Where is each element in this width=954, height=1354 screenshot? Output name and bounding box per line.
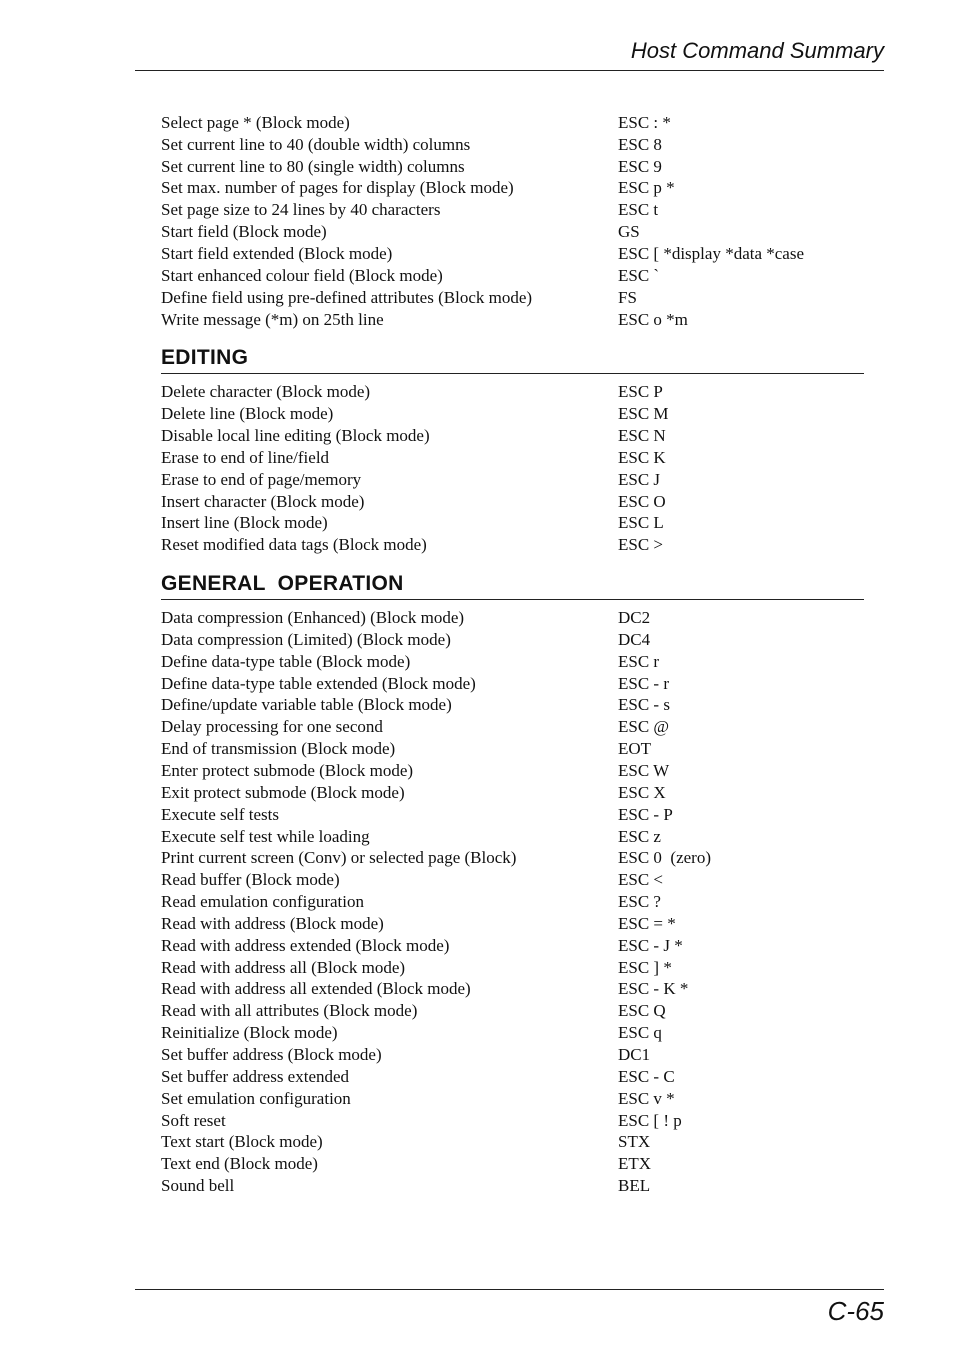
command-code: ETX [618, 1154, 652, 1174]
command-code: ESC - J * [618, 935, 683, 955]
command-description: Start enhanced colour field (Block mode) [161, 265, 443, 285]
command-description: Define field using pre-defined attributes (Block mode) [161, 287, 533, 307]
command-code: ESC L [618, 513, 664, 533]
command-row [161, 782, 864, 804]
command-description: Sound bell [161, 1176, 235, 1196]
command-row [161, 913, 864, 935]
command-code: ESC 8 [618, 134, 662, 154]
command-description: Delay processing for one second [161, 717, 383, 737]
command-description: Enter protect submode (Block mode) [161, 761, 414, 781]
command-row [161, 673, 864, 695]
command-code: ESC W [618, 761, 670, 781]
command-description: Define data-type table (Block mode) [161, 651, 411, 671]
command-row [161, 826, 864, 848]
command-description: Delete character (Block mode) [161, 382, 371, 402]
command-code: ESC J [618, 469, 661, 489]
command-row [161, 469, 864, 491]
command-row [161, 403, 864, 425]
command-row [161, 112, 864, 134]
command-code: ESC ? [618, 892, 661, 912]
command-code: ESC @ [618, 717, 670, 737]
command-description: Soft reset [161, 1110, 226, 1130]
command-row [161, 265, 864, 287]
command-code: GS [618, 222, 640, 242]
command-description: Text start (Block mode) [161, 1132, 323, 1152]
command-row [161, 847, 864, 869]
command-code: ESC o *m [618, 309, 688, 329]
command-description: Read buffer (Block mode) [161, 870, 340, 890]
command-description: Disable local line editing (Block mode) [161, 426, 430, 446]
command-row [161, 425, 864, 447]
command-code: ESC v * [618, 1088, 675, 1108]
command-description: Execute self tests [161, 804, 280, 824]
command-row [161, 695, 864, 717]
command-summary [161, 112, 864, 1197]
command-row [161, 221, 864, 243]
command-description: Write message (*m) on 25th line [161, 309, 384, 329]
command-code: ESC - s [618, 695, 670, 715]
command-code: BEL [618, 1176, 651, 1196]
command-description: Data compression (Enhanced) (Block mode) [161, 608, 465, 628]
command-code: ESC ` [618, 265, 660, 285]
command-description: Read with address all extended (Block mode) [161, 979, 471, 999]
command-row [161, 1044, 864, 1066]
footer-rule [135, 1289, 884, 1290]
command-code: ESC < [618, 870, 664, 890]
command-code: STX [618, 1132, 651, 1152]
command-row [161, 1066, 864, 1088]
sections-container [161, 346, 864, 1197]
command-code: ESC O [618, 491, 666, 511]
command-code: ESC N [618, 426, 666, 446]
command-description: Reset modified data tags (Block mode) [161, 535, 427, 555]
command-description: Set page size to 24 lines by 40 characters [161, 200, 441, 220]
command-description: Set emulation configuration [161, 1088, 351, 1108]
command-description: Read emulation configuration [161, 892, 364, 912]
command-code: ESC t [618, 200, 659, 220]
command-code: ESC M [618, 404, 669, 424]
section-heading: EDITING [161, 346, 864, 374]
command-description: Select page * (Block mode) [161, 112, 350, 132]
command-description: Start field (Block mode) [161, 222, 327, 242]
command-code: ESC > [618, 535, 664, 555]
command-row [161, 979, 864, 1001]
running-header: Host Command Summary [630, 38, 884, 63]
command-description: Set buffer address (Block mode) [161, 1044, 382, 1064]
command-description: Define data-type table extended (Block mode) [161, 673, 476, 693]
command-code: ESC X [618, 782, 666, 802]
section-command-list [161, 607, 864, 1197]
command-code: ESC : * [618, 112, 671, 132]
command-description: End of transmission (Block mode) [161, 739, 396, 759]
command-description: Set max. number of pages for display (Block mode) [161, 178, 514, 198]
command-row [161, 738, 864, 760]
section-command-list [161, 381, 864, 556]
command-row [161, 178, 864, 200]
command-description: Delete line (Block mode) [161, 404, 334, 424]
command-description: Set current line to 40 (double width) columns [161, 134, 471, 154]
command-row [161, 629, 864, 651]
command-code: ESC - K * [618, 979, 689, 999]
command-row [161, 760, 864, 782]
command-description: Start field extended (Block mode) [161, 243, 393, 263]
command-code: ESC P [618, 382, 663, 402]
command-description: Execute self test while loading [161, 826, 370, 846]
command-description: Read with address (Block mode) [161, 913, 384, 933]
command-code: ESC [ *display *data *case [618, 243, 805, 263]
command-description: Reinitialize (Block mode) [161, 1023, 338, 1043]
command-code: ESC p * [618, 178, 675, 198]
command-code: ESC q [618, 1023, 662, 1043]
command-code: ESC - P [618, 804, 673, 824]
command-row [161, 1000, 864, 1022]
command-description: Read with all attributes (Block mode) [161, 1001, 418, 1021]
command-row [161, 447, 864, 469]
command-row [161, 1022, 864, 1044]
command-row [161, 491, 864, 513]
command-description: Data compression (Limited) (Block mode) [161, 629, 451, 649]
page-number: C-65 [827, 1296, 884, 1326]
header-rule [135, 70, 884, 71]
command-code: ESC - r [618, 673, 669, 693]
command-description: Erase to end of page/memory [161, 469, 362, 489]
command-row [161, 1153, 864, 1175]
intro-command-list [161, 112, 864, 330]
command-row [161, 156, 864, 178]
section-heading: GENERAL OPERATION [161, 572, 864, 600]
command-description: Read with address extended (Block mode) [161, 935, 450, 955]
command-row [161, 243, 864, 265]
command-row [161, 804, 864, 826]
command-row [161, 716, 864, 738]
command-code: DC2 [618, 608, 651, 628]
command-description: Set buffer address extended [161, 1066, 350, 1086]
command-row [161, 607, 864, 629]
command-row [161, 287, 864, 309]
command-description: Print current screen (Conv) or selected page (Block) [161, 848, 517, 868]
command-description: Exit protect submode (Block mode) [161, 782, 405, 802]
command-description: Text end (Block mode) [161, 1154, 318, 1174]
command-row [161, 869, 864, 891]
command-row [161, 534, 864, 556]
command-row [161, 1088, 864, 1110]
command-code: ESC r [618, 651, 660, 671]
command-code: ESC - C [618, 1066, 675, 1086]
command-code: ESC K [618, 447, 666, 467]
command-row [161, 199, 864, 221]
command-code: ESC ] * [618, 957, 672, 977]
command-description: Read with address all (Block mode) [161, 957, 406, 977]
command-row [161, 935, 864, 957]
command-code: DC4 [618, 629, 651, 649]
command-description: Set current line to 80 (single width) columns [161, 156, 465, 176]
command-code: DC1 [618, 1044, 651, 1064]
command-description: Define/update variable table (Block mode) [161, 695, 452, 715]
command-code: ESC z [618, 826, 661, 846]
command-code: ESC = * [618, 913, 676, 933]
command-row [161, 1175, 864, 1197]
command-description: Erase to end of line/field [161, 447, 330, 467]
command-code: ESC 9 [618, 156, 662, 176]
command-description: Insert line (Block mode) [161, 513, 328, 533]
command-row [161, 1131, 864, 1153]
command-code: ESC Q [618, 1001, 666, 1021]
command-row [161, 891, 864, 913]
command-description: Insert character (Block mode) [161, 491, 365, 511]
command-row [161, 1110, 864, 1132]
command-row [161, 309, 864, 331]
command-code: ESC [ ! p [618, 1110, 682, 1130]
command-code: ESC 0 (zero) [618, 848, 712, 868]
command-row [161, 134, 864, 156]
command-code: FS [618, 287, 637, 307]
command-row [161, 651, 864, 673]
command-row [161, 957, 864, 979]
command-code: EOT [618, 739, 652, 759]
command-row [161, 513, 864, 535]
command-row [161, 381, 864, 403]
